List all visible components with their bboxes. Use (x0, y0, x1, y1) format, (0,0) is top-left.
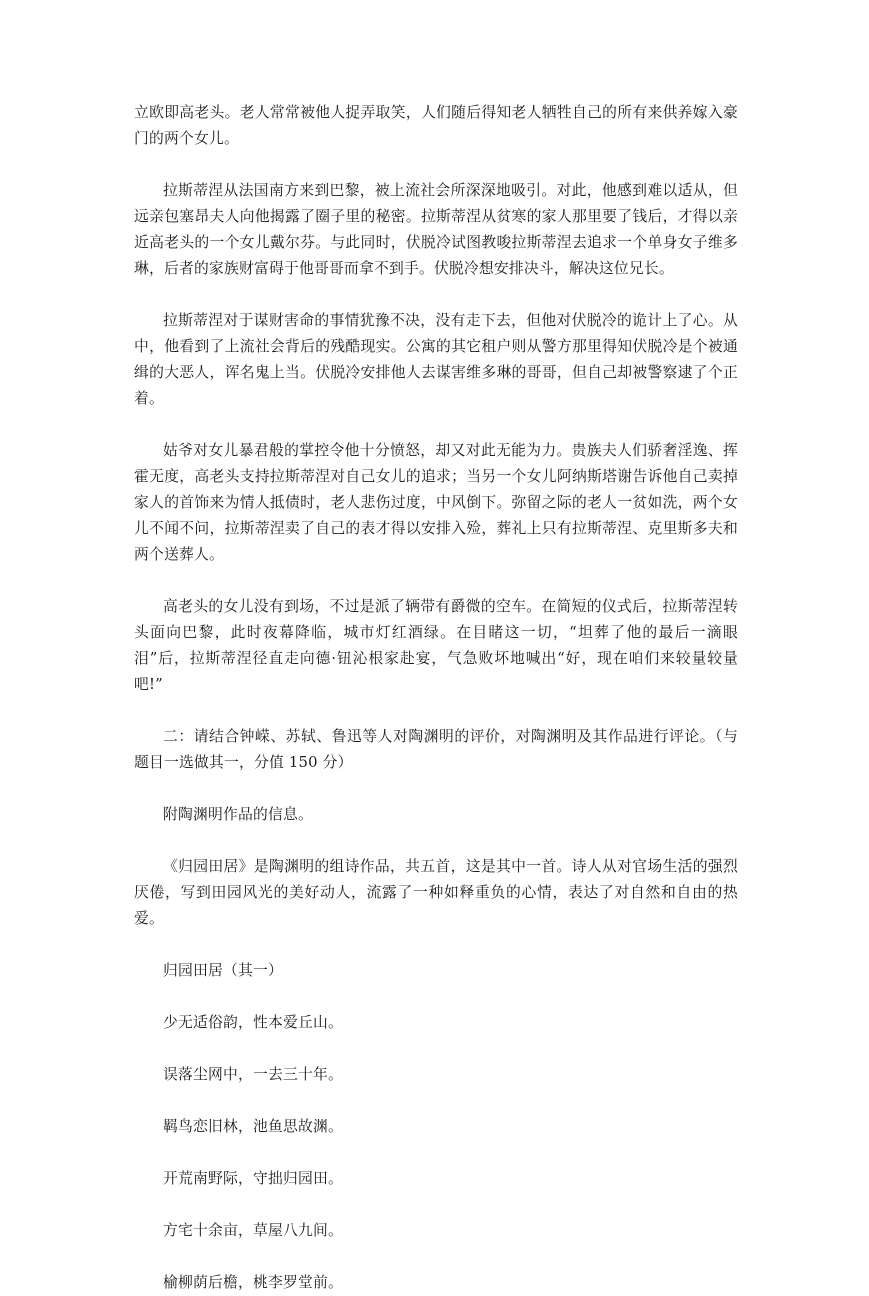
document-page (134, 100, 738, 1296)
paragraph-5: 高老头的女儿没有到场，不过是派了辆带有爵微的空车。在简短的仪式后，拉斯蒂涅转头面向巴黎，此时夜幕降临，城市灯红酒绿。在目睹这一切，“坦葬了他的最后一滴眼泪”后，拉斯蒂涅径直走向德·钮沁根家赴宴，气急败坏地喊出“好，现在咱们来较量较量吧!” (134, 598, 738, 693)
poem-line-1: 少无适俗韵，性本爱丘山。 (163, 1014, 343, 1031)
poem-line-3: 羁鸟恋旧林，池鱼思故渊。 (163, 1118, 343, 1135)
paragraph-2: 拉斯蒂涅从法国南方来到巴黎，被上流社会所深深地吸引。对此，他感到难以适从，但远亲包塞昂夫人向他揭露了圈子里的秘密。拉斯蒂涅从贫寒的家人那里要了钱后，才得以亲近高老头的一个女儿戴尔芬。与此同时，伏脱冷试图教唆拉斯蒂涅去追求一个单身女子维多琳，后者的家族财富碍于他哥哥而拿不到手。伏脱冷想安排决斗，解决这位兄长。 (134, 182, 738, 277)
poem-intro: 《归园田居》是陶渊明的组诗作品，共五首，这是其中一首。诗人从对官场生活的强烈厌倦，写到田园风光的美好动人，流露了一种如释重负的心情，表达了对自然和自由的热爱。 (134, 858, 738, 927)
poem-line-6: 榆柳荫后檐，桃李罗堂前。 (163, 1274, 343, 1291)
poem-line-5: 方宅十余亩，草屋八九间。 (163, 1222, 343, 1239)
appendix-note: 附陶渊明作品的信息。 (163, 806, 313, 823)
question-two: 二：请结合钟嵘、苏轼、鲁迅等人对陶渊明的评价，对陶渊明及其作品进行评论。（与题目一选做其一，分值 150 分） (134, 728, 738, 771)
paragraph-4: 姑爷对女儿暴君般的掌控令他十分愤怒，却又对此无能为力。贵族夫人们骄奢淫逸、挥霍无度，高老头支持拉斯蒂涅对自己女儿的追求；当另一个女儿阿纳斯塔谢告诉他自己卖掉家人的首饰来为情人抵债时，老人悲伤过度，中风倒下。弥留之际的老人一贫如洗，两个女儿不闻不问，拉斯蒂涅卖了自己的表才得以安排入殓，葬礼上只有拉斯蒂涅、克里斯多夫和两个送葬人。 (134, 442, 738, 563)
poem-line-2: 误落尘网中，一去三十年。 (163, 1066, 343, 1083)
poem-title: 归园田居（其一） (163, 962, 283, 979)
paragraph-3: 拉斯蒂涅对于谋财害命的事情犹豫不决，没有走下去，但他对伏脱冷的诡计上了心。从中，他看到了上流社会背后的残酷现实。公寓的其它租户则从警方那里得知伏脱冷是个被通缉的大恶人，诨名鬼上当。伏脱冷安排他人去谋害维多琳的哥哥，但自己却被警察逮了个正着。 (134, 312, 738, 407)
paragraph-1: 立欧即高老头。老人常常被他人捉弄取笑，人们随后得知老人牺牲自己的所有来供养嫁入豪门的两个女儿。 (134, 104, 738, 147)
poem-line-4: 开荒南野际，守拙归园田。 (163, 1170, 343, 1187)
